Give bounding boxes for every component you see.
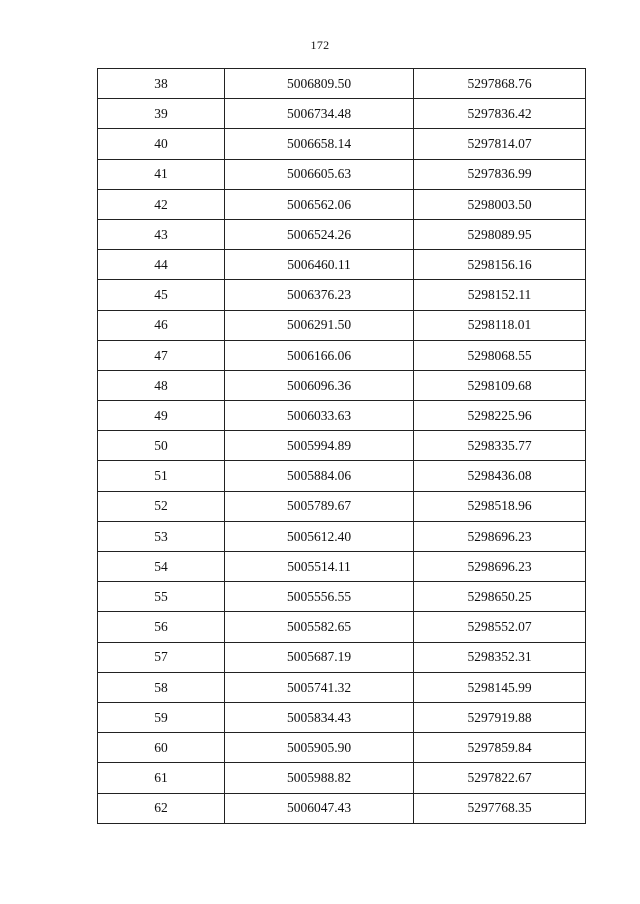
y-coordinate-cell: 5298118.01: [414, 310, 586, 340]
y-coordinate-cell: 5297814.07: [414, 129, 586, 159]
x-coordinate-cell: 5005905.90: [225, 733, 414, 763]
y-coordinate-cell: 5297836.42: [414, 99, 586, 129]
table-row: [98, 189, 586, 219]
point-number-cell: 51: [98, 461, 225, 491]
y-coordinate-cell: 5297919.88: [414, 702, 586, 732]
x-coordinate-cell: 5005994.89: [225, 431, 414, 461]
x-coordinate-cell: 5005789.67: [225, 491, 414, 521]
point-number-cell: 58: [98, 672, 225, 702]
y-coordinate-cell: 5298696.23: [414, 521, 586, 551]
x-coordinate-cell: 5006605.63: [225, 159, 414, 189]
table-row: [98, 69, 586, 99]
point-number-cell: 54: [98, 552, 225, 582]
point-number-cell: 57: [98, 642, 225, 672]
y-coordinate-cell: 5298152.11: [414, 280, 586, 310]
point-number-cell: 44: [98, 250, 225, 280]
x-coordinate-cell: 5006460.11: [225, 250, 414, 280]
y-coordinate-cell: 5298003.50: [414, 189, 586, 219]
table-row: [98, 99, 586, 129]
point-number-cell: 45: [98, 280, 225, 310]
table-row: [98, 763, 586, 793]
table-row: [98, 431, 586, 461]
x-coordinate-cell: 5006809.50: [225, 69, 414, 99]
point-number-cell: 60: [98, 733, 225, 763]
y-coordinate-cell: 5298109.68: [414, 370, 586, 400]
x-coordinate-cell: 5005582.65: [225, 612, 414, 642]
x-coordinate-cell: 5005514.11: [225, 552, 414, 582]
x-coordinate-cell: 5005612.40: [225, 521, 414, 551]
y-coordinate-cell: 5297868.76: [414, 69, 586, 99]
x-coordinate-cell: 5005834.43: [225, 702, 414, 732]
table-row: [98, 612, 586, 642]
x-coordinate-cell: 5005687.19: [225, 642, 414, 672]
point-number-cell: 53: [98, 521, 225, 551]
x-coordinate-cell: 5006524.26: [225, 219, 414, 249]
table-row: [98, 552, 586, 582]
x-coordinate-cell: 5006291.50: [225, 310, 414, 340]
point-number-cell: 47: [98, 340, 225, 370]
y-coordinate-cell: 5298156.16: [414, 250, 586, 280]
x-coordinate-cell: 5006047.43: [225, 793, 414, 823]
point-number-cell: 49: [98, 401, 225, 431]
y-coordinate-cell: 5297768.35: [414, 793, 586, 823]
table-row: [98, 370, 586, 400]
point-number-cell: 56: [98, 612, 225, 642]
x-coordinate-cell: 5006734.48: [225, 99, 414, 129]
table-row: [98, 129, 586, 159]
x-coordinate-cell: 5006562.06: [225, 189, 414, 219]
table-row: [98, 702, 586, 732]
x-coordinate-cell: 5005988.82: [225, 763, 414, 793]
table-row: [98, 491, 586, 521]
y-coordinate-cell: 5298068.55: [414, 340, 586, 370]
coordinate-table-body: [98, 69, 586, 824]
y-coordinate-cell: 5298552.07: [414, 612, 586, 642]
x-coordinate-cell: 5006033.63: [225, 401, 414, 431]
point-number-cell: 50: [98, 431, 225, 461]
table-row: [98, 521, 586, 551]
x-coordinate-cell: 5006658.14: [225, 129, 414, 159]
x-coordinate-cell: 5006096.36: [225, 370, 414, 400]
point-number-cell: 55: [98, 582, 225, 612]
x-coordinate-cell: 5005556.55: [225, 582, 414, 612]
table-row: [98, 401, 586, 431]
point-number-cell: 41: [98, 159, 225, 189]
y-coordinate-cell: 5298145.99: [414, 672, 586, 702]
table-row: [98, 340, 586, 370]
table-row: [98, 582, 586, 612]
point-number-cell: 62: [98, 793, 225, 823]
point-number-cell: 39: [98, 99, 225, 129]
table-row: [98, 310, 586, 340]
point-number-cell: 61: [98, 763, 225, 793]
coordinate-table: [97, 68, 586, 824]
point-number-cell: 38: [98, 69, 225, 99]
y-coordinate-cell: 5298335.77: [414, 431, 586, 461]
page-number: 172: [310, 38, 330, 52]
y-coordinate-cell: 5298436.08: [414, 461, 586, 491]
y-coordinate-cell: 5297859.84: [414, 733, 586, 763]
table-row: [98, 733, 586, 763]
point-number-cell: 40: [98, 129, 225, 159]
table-row: [98, 280, 586, 310]
table-row: [98, 642, 586, 672]
point-number-cell: 42: [98, 189, 225, 219]
point-number-cell: 59: [98, 702, 225, 732]
y-coordinate-cell: 5298518.96: [414, 491, 586, 521]
y-coordinate-cell: 5298696.23: [414, 552, 586, 582]
y-coordinate-cell: 5297836.99: [414, 159, 586, 189]
point-number-cell: 48: [98, 370, 225, 400]
y-coordinate-cell: 5298352.31: [414, 642, 586, 672]
y-coordinate-cell: 5297822.67: [414, 763, 586, 793]
point-number-cell: 43: [98, 219, 225, 249]
point-number-cell: 46: [98, 310, 225, 340]
y-coordinate-cell: 5298089.95: [414, 219, 586, 249]
x-coordinate-cell: 5005884.06: [225, 461, 414, 491]
x-coordinate-cell: 5005741.32: [225, 672, 414, 702]
table-row: [98, 461, 586, 491]
x-coordinate-cell: 5006166.06: [225, 340, 414, 370]
table-row: [98, 159, 586, 189]
table-row: [98, 793, 586, 823]
table-row: [98, 219, 586, 249]
y-coordinate-cell: 5298650.25: [414, 582, 586, 612]
x-coordinate-cell: 5006376.23: [225, 280, 414, 310]
y-coordinate-cell: 5298225.96: [414, 401, 586, 431]
table-row: [98, 672, 586, 702]
table-row: [98, 250, 586, 280]
point-number-cell: 52: [98, 491, 225, 521]
